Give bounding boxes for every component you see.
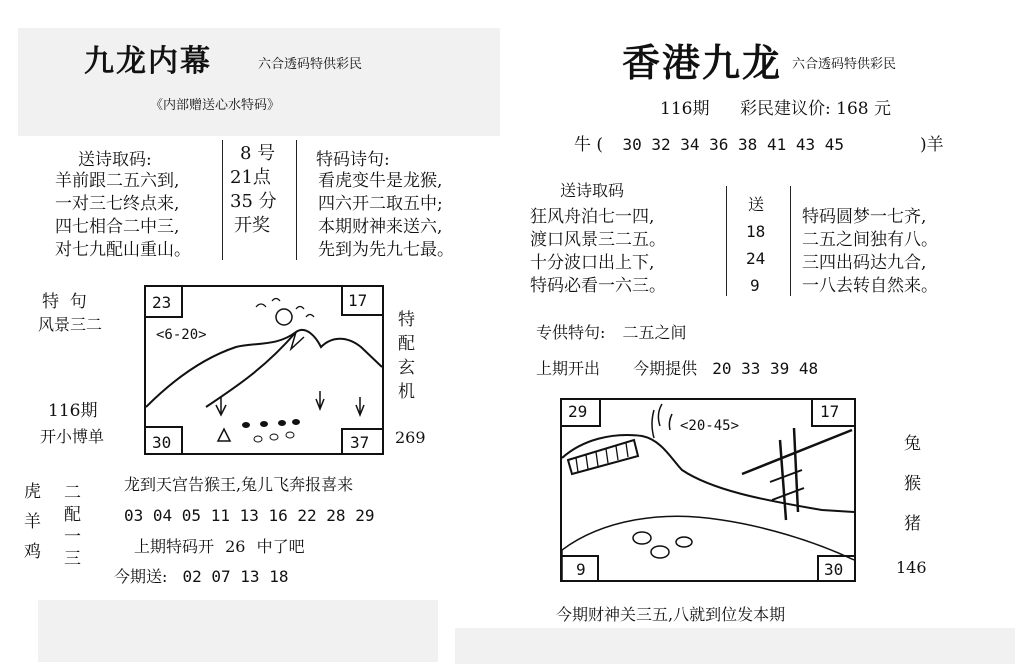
left-side-number: 269 [395, 428, 426, 447]
right-special [536, 320, 687, 343]
right-pic-corner-tr: 17 [820, 402, 840, 421]
row-right: )羊 [920, 135, 944, 155]
left-poem-line: 一对三七终点来, [55, 194, 180, 214]
right-send-numbers [746, 218, 765, 299]
left-kai: 开小博单 [40, 427, 105, 446]
right-verse-line: 三四出码达九合, [802, 253, 927, 273]
zodiac-goat: 羊 [24, 512, 41, 532]
left-divider-2 [296, 140, 297, 260]
row-left: 牛 ( [574, 135, 604, 155]
left-poem-line: 四七相合二中三, [55, 217, 180, 237]
right-verse-line: 特码圆梦一七齐, [802, 207, 927, 227]
left-last-number: 26 [225, 537, 246, 556]
right-poem-line: 特码必看一六三。 [530, 276, 666, 296]
left-tema-lines [318, 170, 454, 262]
left-teju-value: 风景三二 [38, 315, 103, 334]
right-poem-line: 狂风舟泊七一四, [530, 207, 655, 227]
right-last-today [536, 356, 818, 379]
pair-char: 二 [64, 483, 81, 503]
left-today-numbers: 02 07 13 18 [182, 567, 289, 586]
left-today-label: 今期送: [114, 567, 168, 586]
send-number: 18 [746, 222, 766, 241]
left-divider-1 [222, 140, 223, 260]
right-special-label: 专供特句: [536, 323, 606, 342]
left-period: 116期 [48, 401, 98, 421]
left-poem-line: 对七九配山重山。 [55, 240, 191, 260]
right-picture [560, 398, 856, 582]
row-numbers: 30 32 34 36 38 41 43 45 [622, 135, 845, 154]
draw-minute: 35 分 [230, 191, 277, 212]
right-verse [802, 206, 938, 298]
right-zodiac-row [574, 130, 944, 155]
pair-char: 配 [64, 505, 81, 525]
right-side-number: 146 [896, 558, 927, 577]
zodiac-rabbit: 兔 [904, 434, 921, 454]
left-tema-line: 四六开二取五中; [318, 194, 443, 214]
left-picture [144, 285, 384, 455]
right-poem-line: 渡口风景三二五。 [530, 230, 666, 250]
right-poem-line: 十分波口出上下, [530, 253, 655, 273]
right-pic-range: <20-45> [680, 418, 740, 434]
right-last-label: 上期开出 [536, 359, 601, 378]
right-divider-2 [790, 186, 791, 296]
left-side-label: 特配玄机 [398, 310, 415, 402]
pair-char: 三 [64, 549, 81, 569]
right-today-numbers: 20 33 39 48 [712, 359, 819, 378]
left-tema-line: 看虎变牛是龙猴, [318, 171, 443, 191]
left-teju-label: 特 句 [42, 292, 87, 312]
right-title: 香港九龙 [622, 40, 783, 85]
right-verse-line: 一八去转自然来。 [802, 276, 938, 296]
left-subtitle: 六合透码特供彩民 [258, 57, 363, 72]
draw-date: 8 号 [240, 143, 276, 164]
right-pic-corner-br: 30 [824, 560, 844, 579]
right-price: 彩民建议价: 168 元 [740, 99, 891, 119]
scan-shade-left-bottom [38, 600, 438, 662]
right-period: 116期 [660, 99, 710, 119]
zodiac-pig: 猪 [904, 514, 921, 534]
left-pic-corner-bl: 30 [152, 433, 172, 452]
left-last-period [134, 534, 305, 557]
left-poem [55, 170, 191, 262]
left-pair-column [64, 482, 81, 570]
left-last-label: 上期特码开 [134, 537, 215, 556]
send-number: 24 [746, 249, 766, 268]
left-last-suffix: 中了吧 [256, 537, 305, 556]
right-poem [530, 206, 666, 298]
zodiac-tiger: 虎 [24, 482, 41, 502]
left-tema-line: 本期财神来送六, [318, 217, 443, 237]
left-pic-corner-tr: 17 [348, 291, 368, 310]
left-draw-time [230, 142, 277, 238]
draw-hour: 21点 [230, 167, 271, 188]
left-title: 九龙内幕 [84, 44, 212, 79]
left-zodiac-column [24, 477, 41, 567]
zodiac-rooster: 鸡 [24, 542, 41, 562]
left-landscape-sketch [146, 287, 382, 453]
left-tema-heading: 特码诗句: [316, 150, 390, 170]
right-special-value: 二五之间 [622, 323, 687, 342]
left-poem-line: 羊前跟二五六到, [55, 171, 180, 191]
right-pic-corner-bl: 9 [576, 560, 586, 579]
right-today-label: 今期提供 [633, 359, 698, 378]
pair-char: 一 [64, 527, 81, 547]
right-subtitle: 六合透码特供彩民 [792, 57, 897, 72]
left-pic-corner-tl: 23 [152, 293, 172, 312]
right-poem-heading: 送诗取码 [560, 181, 625, 200]
right-send-label: 送 [748, 195, 765, 214]
left-poem-heading: 送诗取码: [78, 150, 152, 170]
send-number: 9 [750, 276, 760, 295]
draw-label: 开奖 [234, 215, 270, 236]
right-footer: 今期财神关三五,八就到位发本期 [556, 605, 786, 624]
left-note: 《内部赠送心水特码》 [150, 98, 281, 113]
left-numbers-line: 03 04 05 11 13 16 22 28 29 [124, 506, 375, 525]
right-pic-corner-tl: 29 [568, 402, 588, 421]
left-tema-line: 先到为先九七最。 [318, 240, 454, 260]
left-today [114, 564, 288, 587]
scan-shade-right-bottom [455, 628, 1015, 664]
zodiac-monkey: 猴 [904, 474, 921, 494]
left-dragon-line: 龙到天宫告猴王,兔儿飞奔报喜来 [124, 475, 354, 494]
right-divider-1 [726, 186, 727, 296]
left-pic-corner-br: 37 [350, 433, 370, 452]
right-zodiac-column [904, 424, 921, 544]
left-pic-range: <6-20> [156, 327, 207, 343]
right-verse-line: 二五之间独有八。 [802, 230, 938, 250]
